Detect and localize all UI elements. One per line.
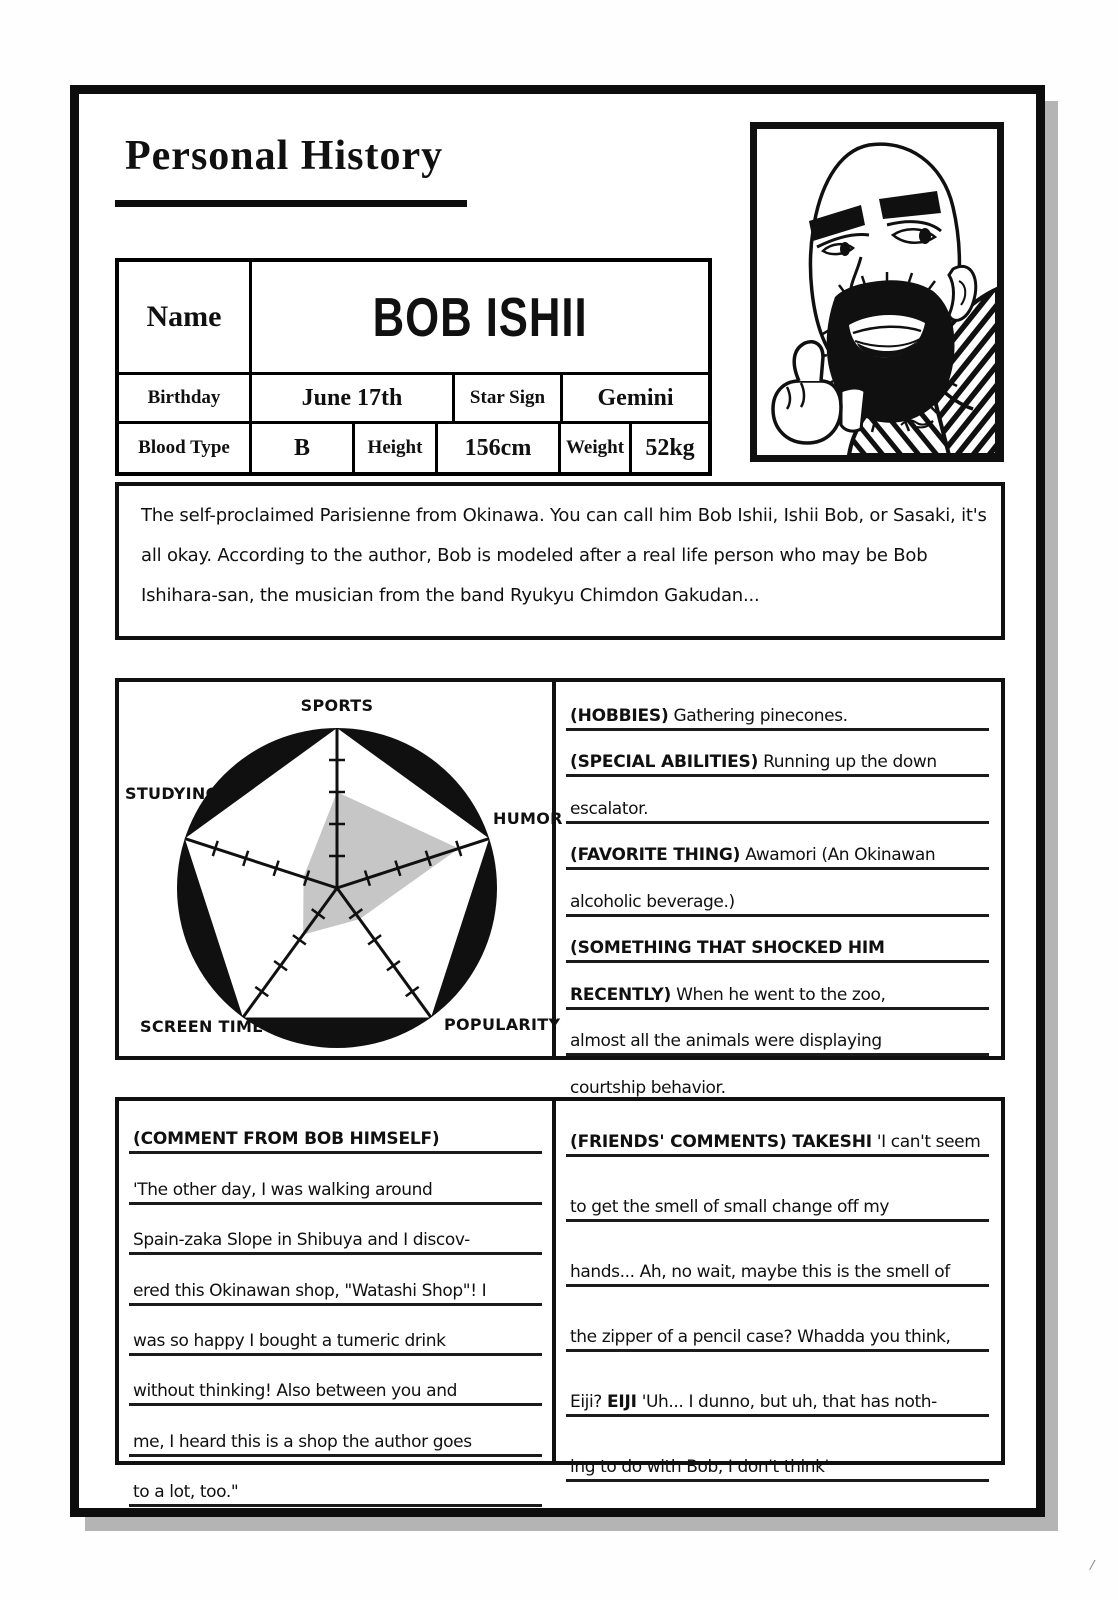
comments-box (115, 1097, 1005, 1503)
page-sheet (70, 85, 1045, 1517)
text-line: (HOBBIES) Gathering pinecones. (566, 684, 989, 731)
portrait-illustration (757, 129, 997, 455)
text-line: (FAVORITE THING) Awamori (An Okinawan (566, 824, 989, 871)
birthday-label: Birthday (147, 387, 221, 408)
friends-comments-lines (566, 1104, 989, 1482)
text-line: courtship behavior. (566, 1056, 989, 1103)
weight-label: Weight (558, 424, 629, 472)
height-label: Height (352, 424, 435, 472)
text-line: Eiji? EIJI 'Uh... I dunno, but uh, that has noth- (566, 1352, 989, 1417)
name-label: Name (146, 300, 222, 333)
text-line: almost all the animals were displaying (566, 1010, 989, 1057)
text-line: to get the smell of small change off my (566, 1157, 989, 1222)
table-row (119, 262, 708, 372)
text-line: ered this Okinawan shop, "Watashi Shop"! I (129, 1255, 542, 1305)
text-line: ing to do with Bob, I don't think' (566, 1417, 989, 1482)
text-line: hands... Ah, no wait, maybe this is the smell of (566, 1222, 989, 1287)
page-title: Personal History (125, 133, 444, 179)
birthday-value: June 17th (249, 375, 452, 421)
height-value: 156cm (435, 424, 558, 472)
bob-comment-lines (129, 1104, 542, 1507)
table-row (119, 421, 708, 472)
weight-value: 52kg (629, 424, 708, 472)
radar-label-sports: SPORTS (300, 696, 374, 715)
profile-table (115, 258, 712, 476)
text-line: (COMMENT FROM BOB HIMSELF) (129, 1104, 542, 1154)
bob-comment-column (119, 1101, 552, 1503)
stray-print-mark: / (1088, 1557, 1096, 1574)
text-line: me, I heard this is a shop the author goes (129, 1406, 542, 1456)
stats-and-traits-box (115, 678, 1005, 1098)
text-line: (SPECIAL ABILITIES) Running up the down (566, 731, 989, 778)
star-sign-label: Star Sign (452, 375, 560, 421)
friends-comments-column (552, 1101, 1001, 1477)
text-line: without thinking! Also between you and (129, 1356, 542, 1406)
star-sign-value: Gemini (560, 375, 708, 421)
text-line: (SOMETHING THAT SHOCKED HIM (566, 917, 989, 964)
description-text: The self-proclaimed Parisienne from Okinawa. You can call him Bob Ishii, Ishii Bob, or Sasaki, it's all okay. According to the author, Bob is modeled after a real life person who may be Bob Ishihara-san, the musician from the band Ryukyu Chimdon Gakudan... (141, 505, 987, 606)
name-value: BOB ISHII (249, 262, 708, 372)
text-line: to a lot, too." (129, 1457, 542, 1507)
text-line: escalator. (566, 777, 989, 824)
traits-column (552, 682, 1001, 1098)
radar-label-screen-time: SCREEN TIME (140, 1017, 264, 1036)
description-box (115, 482, 1005, 640)
table-row (119, 372, 708, 421)
radar-label-humor: HUMOR (493, 809, 563, 828)
text-line: the zipper of a pencil case? Whadda you think, (566, 1287, 989, 1352)
radar-svg (119, 682, 552, 1056)
text-line: 'The other day, I was walking around (129, 1154, 542, 1204)
radar-chart (119, 682, 563, 1056)
text-line: was so happy I bought a tumeric drink (129, 1306, 542, 1356)
radar-label-popularity: POPULARITY (444, 1015, 561, 1034)
radar-label-studying: STUDYING (125, 784, 220, 803)
text-line: RECENTLY) When he went to the zoo, (566, 963, 989, 1010)
title-underline (115, 200, 467, 207)
text-line: alcoholic beverage.) (566, 870, 989, 917)
text-line: (FRIENDS' COMMENTS) TAKESHI 'I can't seem (566, 1104, 989, 1157)
blood-type-value: B (249, 424, 352, 472)
blood-type-label: Blood Type (138, 437, 230, 458)
portrait-frame (750, 122, 1004, 462)
traits-lines (566, 684, 989, 1103)
text-line: Spain-zaka Slope in Shibuya and I discov- (129, 1205, 542, 1255)
